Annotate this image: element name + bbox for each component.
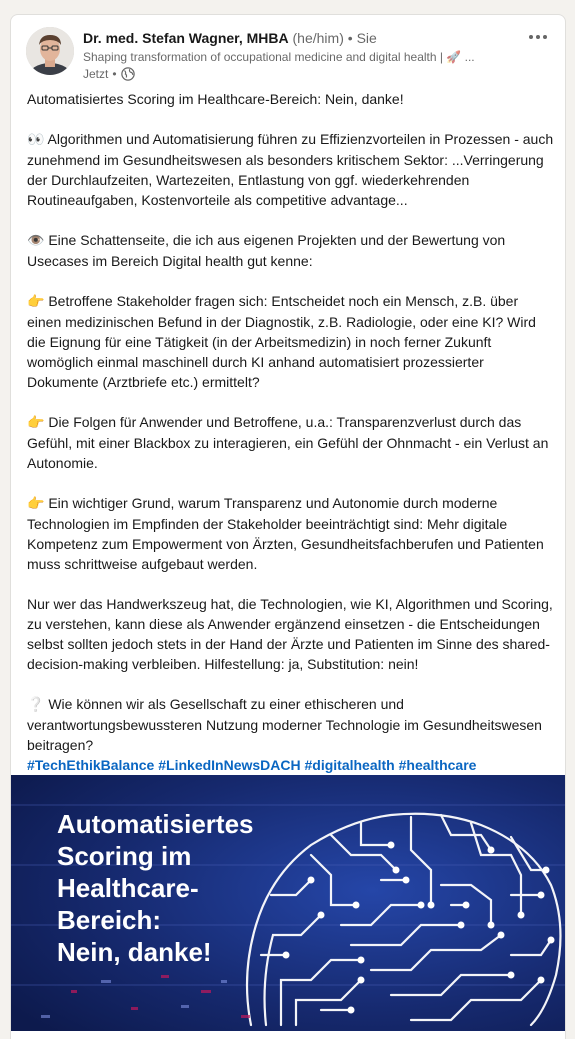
separator: • <box>347 30 353 46</box>
author-block <box>83 29 513 82</box>
post-image[interactable] <box>11 775 566 1031</box>
eye-emoji-icon: 👁️ <box>27 233 45 249</box>
post-body <box>27 89 555 775</box>
author-headline: Shaping transformation of occupational medicine and digital health | 🚀 ... <box>83 50 475 64</box>
pointing-hand-icon: 👉 <box>27 496 45 512</box>
post-card <box>10 14 566 1039</box>
post-header <box>11 15 565 95</box>
post-title: Automatisiertes Scoring im Healthcare-Bereich: Nein, danke! <box>27 91 404 107</box>
image-headline: Automatisiertes Scoring im Healthcare- Bereich: Nein, danke! <box>57 809 254 967</box>
post-paragraph-7: ❔ Wie können wir als Gesellschaft zu einer ethischeren und verantwortungsbewussteren Nutzung moderner Technologie im Gesundheitswesen beitragen? <box>27 696 542 753</box>
post-paragraph-2: 👁️ Eine Schattenseite, die ich aus eigenen Projekten und der Bewertung von Usecases im Bereich Digital health gut kenne: <box>27 232 506 269</box>
author-relation: Sie <box>356 30 377 46</box>
post-paragraph-6: Nur wer das Handwerkszeug hat, die Technologien, wie KI, Algorithmen und Scoring, zu verstehen, kann diese als Anwender ergänzend einsetzen - die Entscheidungen selbst sollten jedoch stets in der Hand der Ärzte und Patienten im Sinne des shared-decision-making verbleiben. Hilfestellung: ja, Substitution: nein! <box>27 596 553 672</box>
eyes-emoji-icon: 👀 <box>27 132 45 148</box>
pointing-hand-icon: 👉 <box>27 415 45 431</box>
post-separator: • <box>112 67 117 81</box>
post-paragraph-5: 👉 Ein wichtiger Grund, warum Transparenz und Autonomie durch moderne Technologien im Empfinden der Stakeholder beeinträchtigt sind: Mehr digitale Kompetenz zum Empowerment von Ärzten, Gesundheitsfachberufen und Patienten muss schrittweise aufgebaut werden. <box>27 495 544 572</box>
hashtag-link[interactable]: #healthcare <box>398 757 477 773</box>
author-pronouns: (he/him) <box>292 30 344 46</box>
author-name-line <box>83 29 513 47</box>
hashtags <box>27 755 555 775</box>
globe-icon <box>121 67 135 81</box>
post-time: Jetzt <box>83 67 109 81</box>
avatar[interactable] <box>26 27 74 75</box>
avatar-image <box>26 27 74 75</box>
hashtag-link[interactable]: #LinkedInNewsDACH <box>158 757 301 773</box>
author-name[interactable]: Dr. med. Stefan Wagner, MHBA <box>83 30 289 46</box>
post-paragraph-1: 👀 Algorithmen und Automatisierung führen zu Effizienzvorteilen in Prozessen - auch zunehmend im Gesundheitswesen als besonders kritischem Sektor: ...Verringerung der Durchlaufzeiten, Wartezeiten, Entlastung von ggf. wiederkehrenden Routineaufgaben, Kostenvorteile als competitive advantage... <box>27 131 554 208</box>
post-paragraph-3: 👉 Betroffene Stakeholder fragen sich: Entscheidet noch ein Mensch, z.B. über einen medizinischen Befund in der Diagnostik, z.B. Radiologie, oder eine KI? Wird die Eignung für eine Tätigkeit (in der Arbeitsmedizin) in noch ferner Zukunft womöglich einmal maschinell durch KI anhand automatisiert prozessierter Dokumente (Arztbriefe etc.) ermittelt? <box>27 293 536 390</box>
more-options-button[interactable] <box>525 27 551 47</box>
post-meta <box>83 66 513 82</box>
pointing-hand-icon: 👉 <box>27 294 45 310</box>
post-paragraph-4: 👉 Die Folgen für Anwender und Betroffene, u.a.: Transparenzverlust durch das Gefühl, mit einer Blackbox zu interagieren, ein Gefühl der Ohnmacht - ein Verlust an Autonomie. <box>27 414 549 471</box>
question-mark-icon: ❔ <box>27 697 45 713</box>
hashtag-link[interactable]: #digitalhealth <box>304 757 395 773</box>
hashtag-link[interactable]: #TechEthikBalance <box>27 757 155 773</box>
ellipsis-icon <box>529 35 533 39</box>
